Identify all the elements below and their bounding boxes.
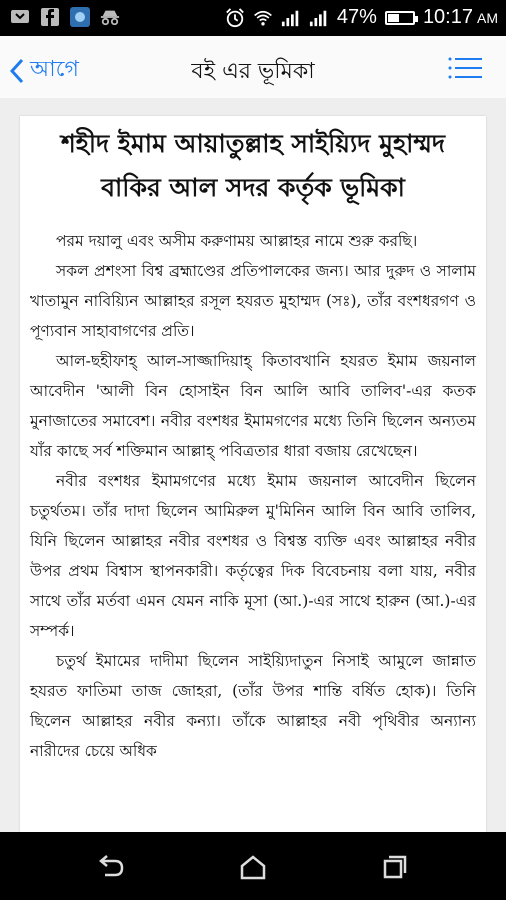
wifi-icon bbox=[253, 8, 273, 28]
nav-home-button[interactable] bbox=[238, 852, 268, 882]
paragraph: আল-ছহীফাহ্ আল-সাজ্জাদিয়াহ্ কিতাবখানি হযরত ইমাম জয়নাল আবেদীন 'আলী বিন হোসাইন বিন আলি আবি তালিব'-এর কতক মুনাজাতের সমাবেশ। নবীর বংশধর ইমামগণের মধ্যে তিনি ছিলেন অন্যতম যাঁর কাছে সর্ব শক্তিমান আল্লাহ্ পবিত্রতার ধারা বজায় রেখেছেন। bbox=[30, 352, 476, 460]
nav-back-button[interactable] bbox=[96, 852, 126, 882]
reader-content[interactable] bbox=[0, 98, 506, 832]
signal-icon bbox=[281, 8, 301, 28]
status-bar bbox=[0, 0, 506, 36]
signal-icon-2 bbox=[309, 8, 329, 28]
paragraph: চতুর্থ ইমামের দাদীমা ছিলেন সাইয়্যিদাতুন নিসাই আমুলে জান্নাত হযরত ফাতিমা তাজ জোহরা, (তাঁর উপর শান্তি বর্ষিত হোক)। তিনি ছিলেন আল্লাহর নবীর কন্যা। তাঁকে আল্লাহর নবী পৃথিবীর অন্যান্য নারীদের চেয়ে অধিক bbox=[30, 652, 476, 760]
alarm-icon bbox=[225, 8, 245, 28]
paragraph: নবীর বংশধর ইমামগণের মধ্যে ইমাম জয়নাল আবেদীন ছিলেন চতুর্থতম। তাঁর দাদা ছিলেন আমিরুল মু'মিনিন আলি বিন আবি তালিব, যিনি ছিলেন আল্লাহর নবীর বংশধর ও বিশ্বস্ত ব্যক্তি এবং আল্লাহর নবীর উপর প্রথম বিশ্বাস স্থাপনকারী। কর্তৃত্বের দিক বিবেচনায় বলা যায়, নবীর সাথে তাঁর মর্তবা এমন যেমন নাকি মূসা (আ.)-এর সাথে হারুন (আ.)-এর সম্পর্ক। bbox=[30, 472, 476, 640]
app-bar bbox=[0, 36, 506, 99]
paragraph: পরম দয়ালু এবং অসীম করুণাময় আল্লাহর নামে শুরু করছি। bbox=[56, 232, 418, 250]
clock: 10:17 bbox=[422, 6, 473, 28]
system-status bbox=[225, 6, 498, 29]
incognito-notification-icon bbox=[100, 7, 120, 27]
clock-ampm: AM bbox=[477, 9, 498, 26]
nav-recents-button[interactable] bbox=[380, 852, 410, 882]
back-label: আগে bbox=[30, 57, 79, 82]
facebook-notification-icon bbox=[40, 7, 60, 27]
nav-back-icon bbox=[97, 855, 125, 879]
paragraph: সকল প্রশংসা বিশ্ব ব্রহ্মাণ্ডের প্রতিপালকের জন্য। আর দুরুদ ও সালাম খাতামুন নাবিয়্যিন আল্লাহর রসূল হযরত মুহাম্মদ (সঃ), তাঁর বংশধরগণ ও পূণ্যবান সাহাবাগণের প্রতি। bbox=[30, 262, 476, 340]
notification-icons bbox=[10, 7, 120, 27]
nav-recents-icon bbox=[382, 854, 408, 880]
app-notification-icon bbox=[70, 7, 90, 27]
nav-home-icon bbox=[239, 854, 267, 880]
battery-percent: 47% bbox=[336, 6, 377, 28]
chapter-heading: শহীদ ইমাম আয়াতুল্লাহ সাইয়্যিদ মুহাম্মদ বাকির আল সদর কর্তৃক ভূমিকা bbox=[60, 129, 446, 202]
list-menu-icon bbox=[448, 57, 482, 79]
battery-icon bbox=[385, 11, 415, 25]
message-notification-icon bbox=[10, 7, 30, 27]
list-menu-button[interactable] bbox=[448, 57, 482, 83]
navigation-bar bbox=[0, 832, 506, 900]
book-page bbox=[20, 116, 486, 832]
page-title: বই এর ভূমিকা bbox=[191, 59, 315, 84]
